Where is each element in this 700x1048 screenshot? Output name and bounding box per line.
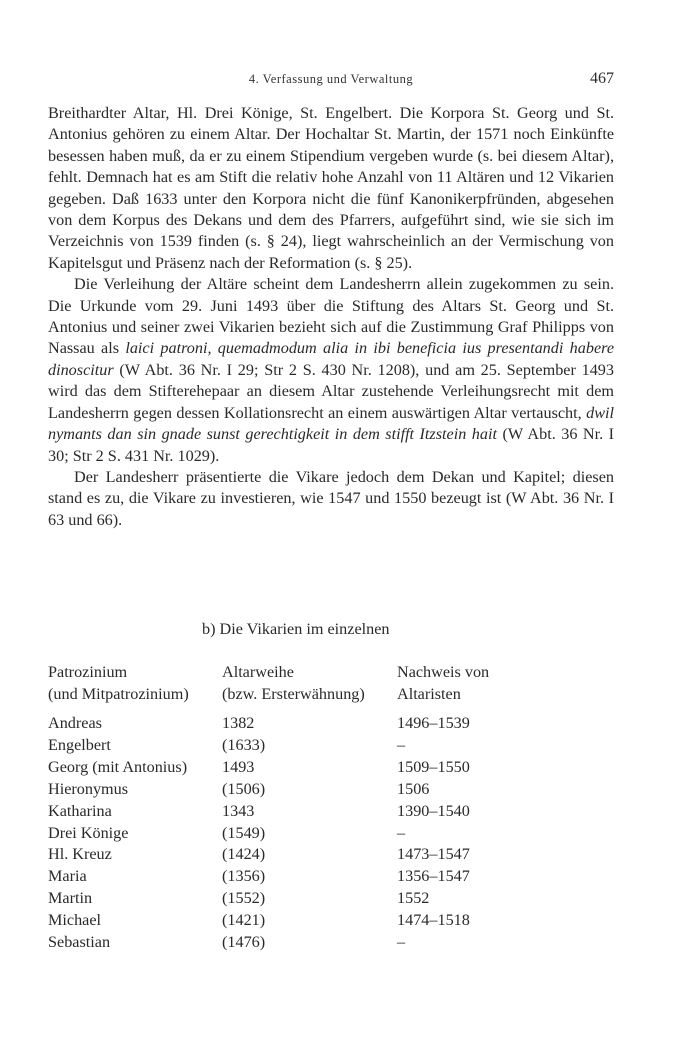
table-row [48, 735, 614, 757]
consecration-cell: (1421) [222, 911, 266, 930]
patron-cell: Georg (mit Antonius) [48, 757, 188, 776]
paragraph-2 [48, 274, 614, 467]
header-cell: Patrozinium [48, 663, 128, 681]
patron-cell: Drei Könige [48, 823, 129, 842]
patron-cell: Engelbert [48, 735, 111, 754]
page-number: 467 [590, 70, 614, 87]
consecration-cell: (1506) [222, 779, 266, 798]
running-title: 4. Verfassung und Verwaltung [248, 72, 414, 86]
evidence-cell: 1356–1547 [397, 867, 470, 886]
page-header [48, 70, 614, 92]
paragraph-2-text-b: (W Abt. 36 Nr. I 29; Str 2 S. 430 Nr. 1208), und am 25. September 1493 wird das dem Stifterehepaar an diesem Altar zustehende Verleihungsrecht mit dem Landesherrn gegen dessen Kollationsrecht an einem auswärtigen Altar vertauscht, [48, 360, 614, 422]
evidence-cell: – [397, 735, 406, 754]
consecration-cell: 1382 [222, 714, 255, 732]
table-row [48, 801, 614, 823]
paragraph-3: Der Landesherr präsentierte die Vikare jedoch dem Dekan und Kapitel; diesen stand es zu, die Vikare zu investieren, wie 1547 und 1550 bezeugt ist (W Abt. 36 Nr. I 63 und 66). [48, 467, 614, 529]
patron-cell: Andreas [48, 714, 102, 732]
table-row [48, 757, 614, 779]
body-text [48, 103, 614, 531]
evidence-cell: – [397, 933, 406, 952]
consecration-cell: (1549) [222, 823, 266, 842]
header-cell: Altarweihe [222, 663, 294, 681]
table-body [48, 713, 614, 954]
header-cell: Altaristen [397, 685, 461, 703]
evidence-cell: 1473–1547 [397, 845, 470, 864]
header-cell: Nachweis von [397, 663, 490, 681]
evidence-cell: 1509–1550 [397, 757, 470, 776]
table-header [48, 661, 614, 713]
table-row [48, 844, 614, 866]
patron-cell: Michael [48, 911, 102, 930]
evidence-cell: 1474–1518 [397, 911, 470, 930]
header-cell: (und Mitpatrozinium) [48, 685, 189, 703]
header-row [48, 683, 614, 713]
patron-cell: Sebastian [48, 933, 111, 952]
evidence-cell: 1506 [397, 779, 430, 798]
paragraph-2-text-c: (W Abt. 36 Nr. I 30; Str 2 S. 431 Nr. 1029). [48, 425, 614, 465]
table-row [48, 866, 614, 888]
patron-cell: Hl. Kreuz [48, 845, 112, 864]
table-row [48, 910, 614, 932]
evidence-cell: 1390–1540 [397, 801, 470, 820]
patron-cell: Martin [48, 889, 93, 908]
consecration-cell: 1493 [222, 757, 255, 776]
consecration-cell: (1476) [222, 933, 266, 952]
patron-cell: Maria [48, 867, 87, 886]
consecration-cell: (1356) [222, 867, 266, 886]
german-quote: dwil nymants dan sin gnade sunst gerechtigkeit in dem stifft Itzstein hait [48, 403, 614, 444]
section-title: b) Die Vikarien im einzelnen [202, 620, 390, 638]
latin-quote: laici patroni, quemadmodum alia in ibi beneficia ius presentandi habere dinoscitur [48, 339, 615, 379]
evidence-cell: 1496–1539 [397, 714, 470, 732]
patron-cell: Hieronymus [48, 779, 129, 798]
consecration-cell: 1343 [222, 801, 255, 820]
header-cell: (bzw. Ersterwähnung) [222, 685, 365, 703]
consecration-cell: (1633) [222, 735, 266, 754]
consecration-cell: (1424) [222, 845, 266, 864]
table-row [48, 888, 614, 910]
header-row [48, 661, 614, 683]
paragraph-1: Breithardter Altar, Hl. Drei Könige, St. Engelbert. Die Korpora St. Georg und St. Antonius gehören zu einem Altar. Der Hochaltar St. Martin, der 1571 noch Einkünfte besessen haben muß, da er zu einem Stipendium vergeben wurde (s. bei diesem Altar), fehlt. Demnach hat es am Stift die relativ hohe Anzahl von 11 Altären und 12 Vikarien gegeben. Daß 1633 unter den Korpora nicht die fünf Kanonikerpfründen, abgesehen von dem Korpus des Dekans und dem des Pfarrers, aufgeführt sind, wie sie sich im Verzeichnis von 1539 finden (s. § 24), liegt wahrscheinlich an der Vermischung von Kapitelsgut und Präsenz nach der Reformation (s. § 25). [48, 104, 614, 272]
table-row [48, 779, 614, 801]
table-row [48, 713, 614, 735]
consecration-cell: (1552) [222, 889, 266, 908]
paragraph-2-text-a: Die Verleihung der Altäre scheint dem Landesherrn allein zugekommen zu sein. Die Urkunde vom 29. Juni 1493 über die Stiftung des Altars St. Georg und St. Antonius und seiner zwei Vikarien bezieht sich auf die Zustimmung Graf Philipps von Nassau als [48, 275, 614, 358]
vicarage-table [48, 661, 614, 954]
table-row [48, 823, 614, 845]
evidence-cell: – [397, 823, 406, 842]
patron-cell: Katharina [48, 801, 112, 820]
table-row [48, 932, 614, 954]
evidence-cell: 1552 [397, 889, 430, 908]
